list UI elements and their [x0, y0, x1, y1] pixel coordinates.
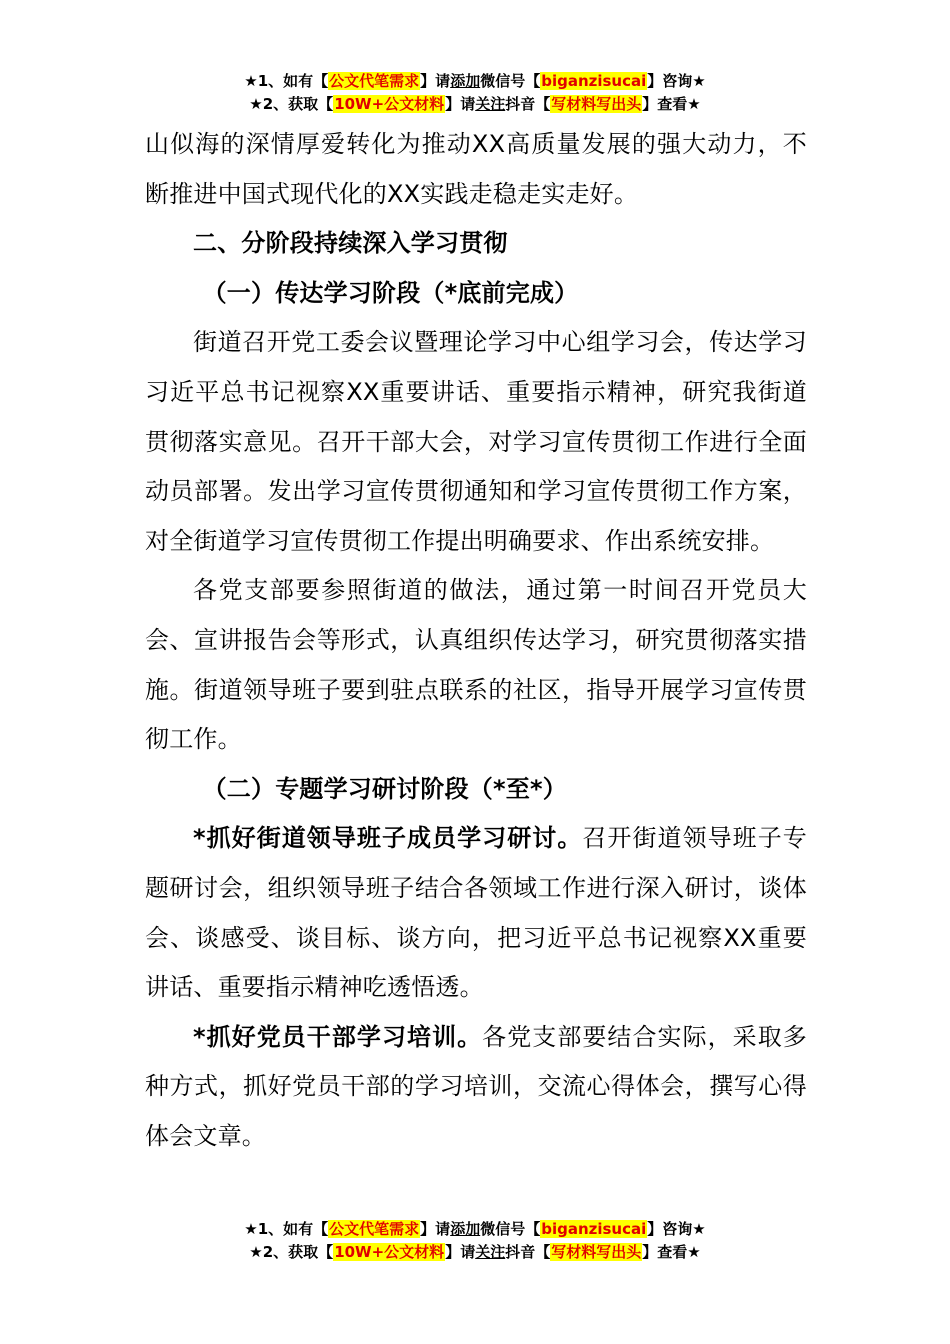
- banner-line-1: [0, 70, 950, 93]
- banner-underline: 添加: [450, 1220, 481, 1238]
- banner-text: ★1、如有【: [244, 72, 329, 90]
- paragraph-continuation: 山似海的深情厚爱转化为推动XX高质量发展的强大动力，不断推进中国式现代化的XX实践走稳走实走好。: [145, 130, 807, 208]
- banner-text: 】请: [445, 1243, 476, 1261]
- paragraph-lead: *抓好党员干部学习培训。: [193, 1022, 483, 1051]
- banner-line-2: [0, 1241, 950, 1264]
- banner-text: 】查看★: [642, 1243, 701, 1261]
- paragraph-text: 各党支部要结合实际，采取多种方式，抓好党员干部的学习培训，交流心得体会，撰写心得体会文章。: [145, 1022, 807, 1150]
- banner-underline: 关注: [475, 95, 506, 113]
- banner-highlight: 公文代笔需求: [329, 72, 420, 90]
- paragraph: 街道召开党工委会议暨理论学习中心组学习会，传达学习习近平总书记视察XX重要讲话、重要指示精神，研究我街道贯彻落实意见。召开干部大会，对学习宣传贯彻工作进行全面动员部署。发出学习宣传贯彻通知和学习宣传贯彻工作方案，对全街道学习宣传贯彻工作提出明确要求、作出系统安排。: [145, 328, 807, 555]
- banner-text: ★2、获取【: [249, 95, 334, 113]
- footer-banner: [0, 1218, 950, 1264]
- banner-highlight: biganzisucai: [541, 1220, 647, 1238]
- banner-highlight: 写材料写出头: [551, 95, 642, 113]
- banner-highlight: 10W+公文材料: [334, 1243, 445, 1261]
- banner-text: 】咨询★: [647, 1220, 706, 1238]
- banner-text: 】请: [445, 95, 476, 113]
- banner-highlight: 写材料写出头: [551, 1243, 642, 1261]
- banner-text: 】请: [420, 1220, 451, 1238]
- header-banner: [0, 70, 950, 116]
- banner-text: 】请: [420, 72, 451, 90]
- banner-text: 微信号【: [480, 72, 541, 90]
- banner-text: ★1、如有【: [244, 1220, 329, 1238]
- paragraph: 各党支部要参照街道的做法，通过第一时间召开党员大会、宣讲报告会等形式，认真组织传达学习，研究贯彻落实措施。街道领导班子要到驻点联系的社区，指导开展学习宣传贯彻工作。: [145, 576, 807, 754]
- document-body: [145, 120, 807, 1161]
- paragraph-lead: *抓好街道领导班子成员学习研讨。: [193, 824, 583, 853]
- banner-line-2: [0, 93, 950, 116]
- banner-text: 】咨询★: [647, 72, 706, 90]
- banner-text: 抖音【: [505, 95, 551, 113]
- paragraph-text: 召开街道领导班子专题研讨会，组织领导班子结合各领域工作进行深入研讨，谈体会、谈感受、谈目标、谈方向，把习近平总书记视察XX重要讲话、重要指示精神吃透悟透。: [145, 824, 807, 1002]
- subsection-heading: （一）传达学习阶段（*底前完成）: [202, 278, 579, 307]
- paragraph: [145, 1013, 807, 1162]
- banner-highlight: 公文代笔需求: [329, 1220, 420, 1238]
- subsection-heading: （二）专题学习研讨阶段（*至*）: [202, 774, 567, 803]
- section-heading: 二、分阶段持续深入学习贯彻: [193, 229, 508, 258]
- banner-text: 抖音【: [505, 1243, 551, 1261]
- banner-highlight: 10W+公文材料: [334, 95, 445, 113]
- banner-text: ★2、获取【: [249, 1243, 334, 1261]
- paragraph: [145, 814, 807, 1012]
- banner-text: 】查看★: [642, 95, 701, 113]
- banner-underline: 关注: [475, 1243, 506, 1261]
- banner-highlight: biganzisucai: [541, 72, 647, 90]
- banner-line-1: [0, 1218, 950, 1241]
- banner-text: 微信号【: [480, 1220, 541, 1238]
- banner-underline: 添加: [450, 72, 481, 90]
